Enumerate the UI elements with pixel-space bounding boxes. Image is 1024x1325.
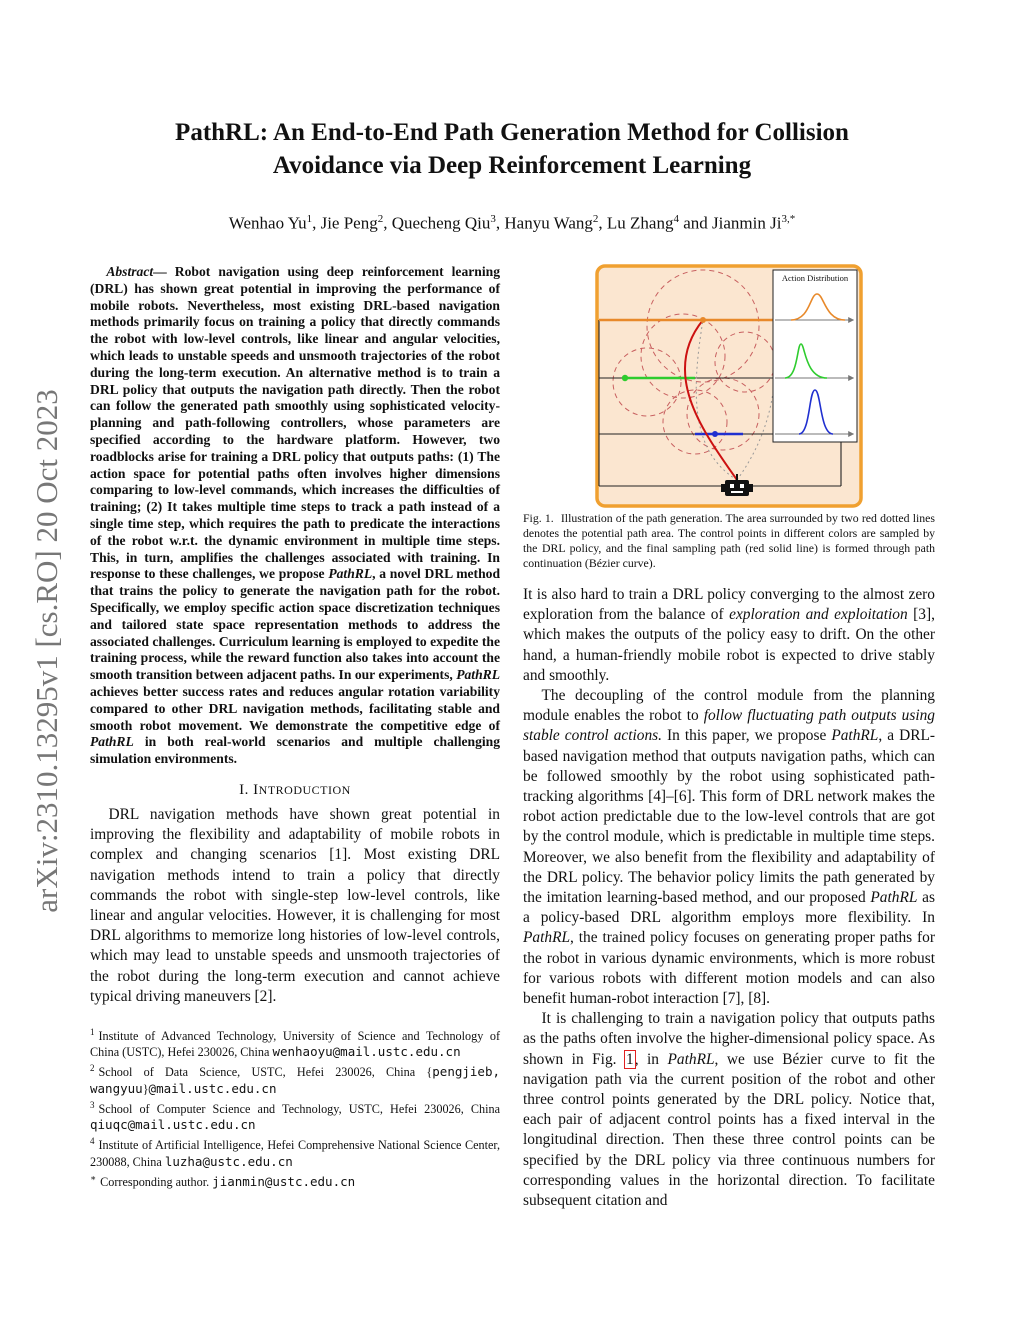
emphasis: follow fluctuating path outputs using stable control actions. — [523, 707, 935, 745]
abstract-label: Abstract — [106, 264, 154, 279]
abstract-text: in both real-world scenarios and multiple challenging simulation environments. — [90, 734, 500, 767]
footnote-mark: 1 — [90, 1026, 95, 1037]
right-paragraph-3 — [523, 1009, 935, 1211]
right-paragraph-1 — [523, 585, 935, 686]
left-column — [90, 264, 500, 1191]
footnote-text: School of Computer Science and Technology, USTC, Hefei 230026, China — [98, 1101, 500, 1116]
paper-title — [100, 116, 924, 182]
method-name: PathRL — [90, 734, 134, 750]
text-run: , a DRL-based navigation method that outputs navigation paths, which can be followed smoothly by the robot using sophisticated path-tracking algorithms [4]–[6]. This form of DRL network makes the robot action predictable due to the low-level controls that are got by the control module, which is predictable in multiple time steps. Moreover, we also benefit from the flexibility and adaptability of the DRL policy. The behavior policy limits the path generated by the imitation learning-based method, and our proposed — [523, 727, 935, 907]
abstract-text: Robot navigation using deep reinforcement learning (DRL) has shown great potential in improving the performance of mobile robots. Nevertheless, most existing DRL-based navigation methods primarily focus on training a policy that directly commands the robot with low-level controls, like linear and angular velocities, which leads to unstable speeds and unsmooth trajectories of the robot during the long-term execution. An alternative method is to train a DRL policy that outputs the navigation path directly. Then the robot can follow the generated path smoothly using sophisticated velocity-planning and path-following controllers, whose parameters are specified according to the hardware platform. However, two roadblocks arise for training a DRL policy that outputs paths: (1) The action space for potential paths often involves higher dimensions comparing to low-level commands, which increases the difficulties of training; (2) It takes multiple time steps to track a path instead of a single time step, which requires the path to predicate the interactions of the robot w.r.t. the dynamic environment in multiple time steps. This, in turn, amplifies the challenges associated with training. In response to these challenges, we propose — [90, 264, 500, 582]
abstract-text: , a novel DRL method that trains the policy to generate the navigation path for the robot. Specifically, we employ specific action space discretization techniques and tailored state space representation methods to address the associated challenges. Curriculum learning is employed to expedite the training process, while the reward function also takes into account the smooth transition between adjacent paths. In our experiments, — [90, 566, 500, 683]
title-line-2: Avoidance via Deep Reinforcement Learning — [272, 152, 752, 179]
control-point-blue — [712, 431, 718, 437]
control-point-green — [622, 375, 628, 381]
footnote-email-domain[interactable]: @mail.ustc.edu.cn — [148, 1080, 277, 1096]
author-list: Wenhao Yu$^1$, Jie Peng$^2$, Quecheng Qiu$^3$, Hanyu Wang$^2$, Lu Zhang$^4$ and Jianmin $Ji^{3,*}$ — [228, 213, 796, 233]
author: Wenhao Yu — [228, 213, 307, 233]
abstract — [90, 264, 500, 768]
text-run: In this paper, we propose — [662, 727, 832, 745]
author-affiliation: 2 — [377, 213, 384, 225]
title-line-1: PathRL: An End-to-End Path Generation Method for Collision — [175, 119, 849, 146]
control-point-orange — [700, 317, 706, 323]
section-title-rest: NTRODUCTION — [258, 782, 351, 797]
caption-text: Illustration of the path generation. The area surrounded by two red dotted lines denotes the potential path area. The control points in different colors are sampled by the DRL policy, and the final sampling path (red solid line) is formed through path continuation (Bézier curve). — [523, 511, 936, 570]
footnote-brace: } — [142, 1081, 149, 1096]
figure-reference-link[interactable]: 1 — [626, 1050, 634, 1068]
footnote-email[interactable]: wenhaoyu@mail.ustc.edu.cn — [272, 1044, 461, 1060]
text-run: , the trained policy focuses on generating proper paths for the robot in various dynamic environments, which is more robust for various robots with different motion models and can also benefit human-robot interaction [7], [8]. — [523, 929, 935, 1008]
author: Hanyu Wang — [504, 213, 593, 233]
footnote-mark: 2 — [90, 1063, 95, 1074]
figure-caption — [523, 511, 935, 571]
text-run: It is also hard to train a DRL policy converging to the almost zero exploration from the balance of — [523, 586, 935, 624]
footnote-email[interactable]: pengjieb, wangyuu — [90, 1064, 500, 1096]
abstract-text: achieves better success rates and reduces angular rotation variability compared to other DRL navigation methods, facilitating stable and smooth robot movement. We demonstrate the competitive edge of — [90, 683, 500, 733]
footnote-mark: 4 — [90, 1136, 95, 1147]
footnote-text: School of Data Science, USTC, Hefei 230026, China { — [98, 1065, 433, 1080]
author-affiliation: 3,* — [781, 213, 796, 225]
author: Quecheng Qiu — [391, 213, 491, 233]
footnote-4 — [90, 1134, 500, 1169]
text-run: It is challenging to train a navigation policy that outputs paths as the paths often involve the higher-dimensional policy space. As shown in Fig. — [523, 1010, 935, 1068]
method-name: PathRL — [456, 667, 500, 683]
text-run: [3], which makes the outputs of the policy easy to drift. On the other hand, a human-friendly mobile robot is expected to drive stably and smoothly. — [523, 606, 935, 684]
abstract-dash: — — [153, 264, 167, 279]
author: Jie Peng — [320, 213, 378, 233]
method-name: PathRL — [667, 1050, 715, 1068]
text-run: , in — [634, 1050, 668, 1068]
author: Jianmin Ji — [712, 213, 782, 233]
footnote-5 — [90, 1171, 500, 1190]
footnote-email[interactable]: jianmin@ustc.edu.cn — [212, 1173, 356, 1189]
path-generation-diagram — [595, 264, 863, 508]
author-affiliation: 4 — [673, 213, 679, 225]
text-run: , we use Bézier curve to fit the navigation path via the current position of the robot and other three control points generated by the DRL policy. Notice that, each pair of adjacent control points has a fixed interval in the longitudinal direction. Then these three control points can be specified by the DRL policy via three continuous numbers for corresponding values in the horizontal direction. To facilitate subsequent citation and — [523, 1050, 936, 1210]
footnote-1 — [90, 1025, 500, 1060]
right-paragraph-2 — [523, 686, 935, 1009]
figure-1 — [523, 264, 935, 508]
section-heading-introduction — [90, 782, 500, 799]
intro-paragraph-1: DRL navigation methods have shown great potential in improving the flexibility and adaptability of mobile robots in complex and changing scenarios [1]. Most existing DRL navigation methods intend to train a policy that directly commands the robot with single-step low-level controls, like linear and angular velocities. However, it is challenging for most DRL algorithms to memorize long histories of low-level controls, which may lead to unstable speeds and unsmooth trajectories of the robot during the long-term execution and cannot achieve typical driving maneuvers [2]. — [90, 805, 500, 1005]
footnote-email[interactable]: luzha@ustc.edu.cn — [164, 1153, 293, 1169]
footnote-mark: ∗ — [90, 1172, 97, 1183]
footnote-text: Institute of Artificial Intelligence, Hefei Comprehensive National Science Center, 230088, China — [90, 1138, 500, 1169]
footnotes — [90, 1025, 500, 1190]
footnote-3 — [90, 1098, 500, 1133]
method-name: PathRL — [328, 566, 373, 582]
author-affiliation: 2 — [592, 213, 599, 225]
section-number: I. — [239, 781, 254, 798]
emphasis: exploration and exploitation — [729, 606, 908, 624]
footnote-email[interactable]: qiuqc@mail.ustc.edu.cn — [90, 1117, 256, 1133]
text-run: The decoupling of the control module from the planning module enables the robot to — [523, 687, 935, 725]
author-affiliation: 1 — [306, 213, 313, 225]
footnote-2 — [90, 1061, 500, 1096]
author-affiliation: 3 — [490, 213, 496, 225]
caption-label: Fig. 1. — [523, 511, 554, 525]
method-name: PathRL — [870, 889, 918, 907]
text-run: as a policy-based DRL algorithm employs more flexibility. In — [523, 889, 935, 927]
footnote-text: Institute of Advanced Technology, University of Science and Technology of China (USTC), Hefei 230026, China — [90, 1029, 500, 1060]
method-name: PathRL — [523, 929, 571, 947]
footnote-mark: 3 — [90, 1099, 95, 1110]
action-distribution-legend — [773, 270, 857, 442]
method-name: PathRL — [831, 727, 879, 745]
legend-title: Action Distribution — [781, 273, 849, 283]
author: Lu Zhang — [606, 213, 674, 233]
section-title-first: I — [253, 781, 259, 798]
arxiv-stamp: arXiv:2310.13295v1 [cs.RO] 20 Oct 2023 — [29, 389, 64, 913]
footnote-text: Corresponding author. — [100, 1174, 213, 1189]
right-column — [523, 264, 935, 1211]
